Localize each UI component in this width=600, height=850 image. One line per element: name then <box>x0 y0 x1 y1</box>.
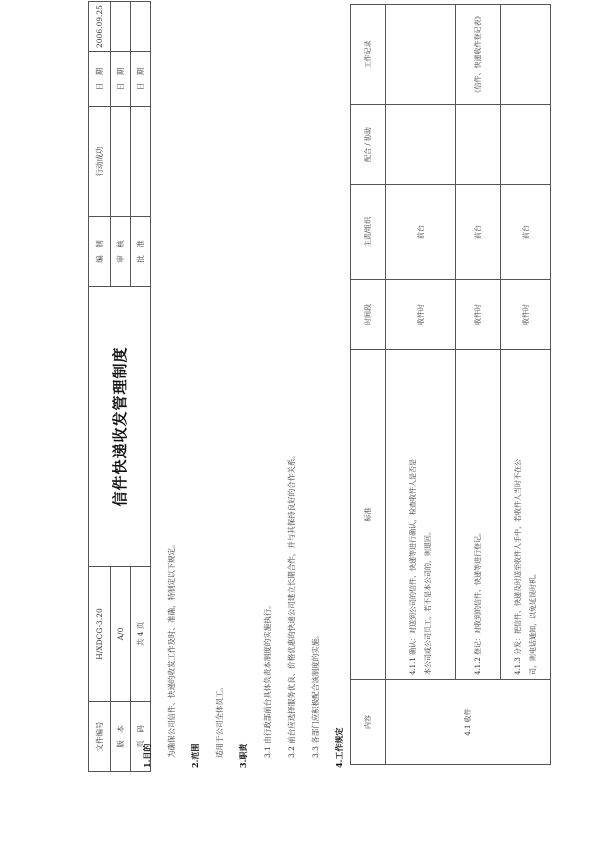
owner-cell: 前台 <box>501 185 551 280</box>
work-heading: 4.工作规定 <box>334 727 344 768</box>
duty-heading: 3.职责 <box>238 743 248 768</box>
standard-line: 4.1.2 登记：对收到的信件、快递等进行登记。 <box>473 528 482 675</box>
standard-cell <box>501 350 551 680</box>
time-cell: 收件时 <box>386 280 456 350</box>
header-table <box>88 1 151 772</box>
standard-cell <box>386 350 456 680</box>
table-row <box>386 5 456 765</box>
col-header-content: 内容 <box>351 680 386 765</box>
approved-label: 批 准 <box>131 217 151 287</box>
doc-no-value: H/XDCG-3.20 <box>89 567 111 702</box>
version-value: A/0 <box>111 567 131 702</box>
doc-no-label: 文件编号 <box>89 702 111 772</box>
owner-cell: 前台 <box>456 185 501 280</box>
scope-heading: 2.范围 <box>190 743 200 768</box>
record-cell <box>501 5 551 105</box>
prepared-label: 编 制 <box>89 217 111 287</box>
record-cell: 《信件、快递收件登记表》 <box>456 5 501 105</box>
version-label: 版 本 <box>111 702 131 772</box>
standard-line: 4.1.1 确认：对送到公司的信件、快递等进行确认，检查收件人是否是 <box>408 458 417 675</box>
date-value-1: 2006.09.25 <box>89 2 111 52</box>
assist-cell <box>386 105 456 185</box>
standard-line: 4.1.3 分发：把信件、快递及时送至收件人手中，若收件人当时不在公 <box>513 458 522 675</box>
page-label: 页 码 <box>131 702 151 772</box>
date-label-2: 日 期 <box>111 52 131 107</box>
reviewed-value <box>111 107 131 217</box>
scope-text: 适用于公司全体员工。 <box>215 683 224 758</box>
col-header-time: 时间段 <box>351 280 386 350</box>
standard-line: 本公司或公司员工，若不是本公司的，则退回。 <box>423 528 432 675</box>
time-cell: 收件时 <box>501 280 551 350</box>
col-header-assist: 配合 / 协助 <box>351 105 386 185</box>
reviewed-label: 审 核 <box>111 217 131 287</box>
table-row <box>456 5 501 765</box>
work-table <box>350 4 551 765</box>
assist-cell <box>501 105 551 185</box>
standard-line: 司，则电话通知，以免延误时机。 <box>528 570 537 675</box>
date-value-3 <box>131 2 151 52</box>
record-cell <box>386 5 456 105</box>
col-header-standard: 标准 <box>351 350 386 680</box>
date-label-1: 日 期 <box>89 52 111 107</box>
standard-cell <box>456 350 501 680</box>
prepared-value: 行动成功 <box>89 107 111 217</box>
owner-cell: 前台 <box>386 185 456 280</box>
group-label-receive: 4.1 收件 <box>386 680 551 765</box>
approved-value <box>131 107 151 217</box>
duty-item-1: 3.1 由行政部前台具体负责本制度的实施执行。 <box>263 601 272 758</box>
page-value: 共 4 页 <box>131 567 151 702</box>
col-header-record: 工作记录 <box>351 5 386 105</box>
table-row <box>501 5 551 765</box>
date-label-3: 日 期 <box>131 52 151 107</box>
purpose-heading: 1.目的 <box>142 743 152 768</box>
duty-item-3: 3.3 各部门应积极配合该制度的实施。 <box>311 631 320 758</box>
assist-cell <box>456 105 501 185</box>
date-value-2 <box>111 2 131 52</box>
document-title: 信件快递收发管理制度 <box>89 287 151 567</box>
duty-item-2: 3.2 前台应选择服务优良、价格优惠的快递公司建立长期合作，并与其保持良好的合作关系。 <box>287 451 296 758</box>
col-header-owner: 主责/组织 <box>351 185 386 280</box>
time-cell: 收件时 <box>456 280 501 350</box>
purpose-text: 为确保公司信件、快递的收发工作及时、准确，特制定以下规定。 <box>167 540 176 758</box>
